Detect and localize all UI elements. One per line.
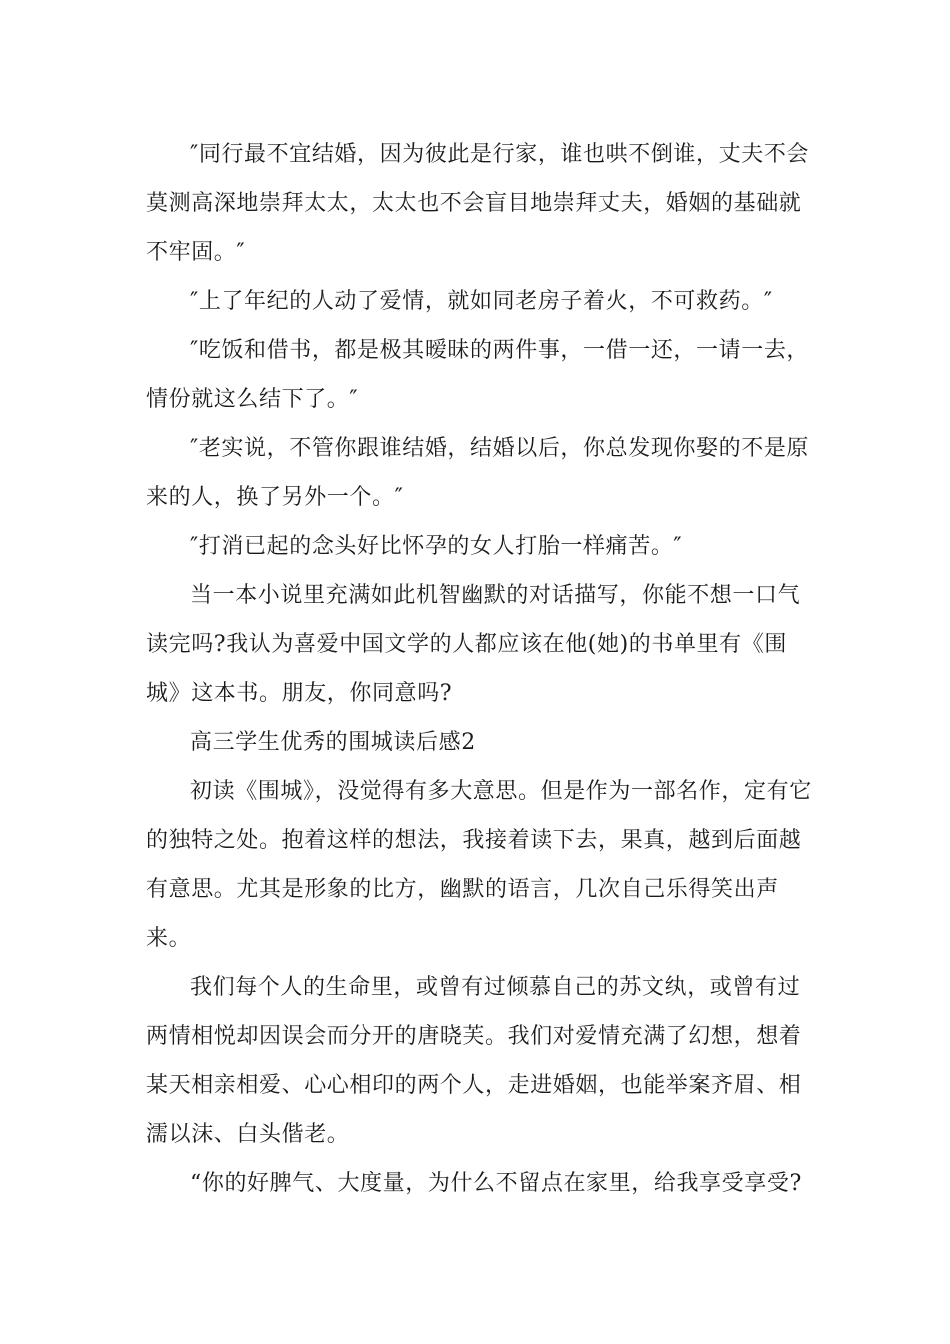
- body-paragraph: 我们每个人的生命里，或曾有过倾慕自己的苏文纨，或曾有过两情相悦却因误会而分开的唐晓芙。我们对爱情充满了幻想，想着某天相亲相爱、心心相印的两个人，走进婚姻，也能举案齐眉、相濡以沫、白头偕老。: [146, 975, 802, 1147]
- quote-paragraph: ″同行最不宜结婚，因为彼此是行家，谁也哄不倒谁，丈夫不会莫测高深地崇拜太太，太太也不会盲目地崇拜丈夫，婚姻的基础就不牢固。″: [146, 142, 810, 265]
- quote-paragraph: ″打消已起的念头好比怀孕的女人打胎一样痛苦。″: [190, 534, 683, 559]
- section-heading: 高三学生优秀的围城读后感2: [190, 730, 476, 755]
- body-paragraph: “你的好脾气、大度量，为什么不留点在家里，给我享受享受?: [190, 1171, 802, 1196]
- body-paragraph: 当一本小说里充满如此机智幽默的对话描写，你能不想一口气读完吗?我认为喜爱中国文学的人都应该在他(她)的书单里有《围城》这本书。朋友，你同意吗?: [146, 583, 801, 706]
- quote-paragraph: ″老实说，不管你跟谁结婚，结婚以后，你总发现你娶的不是原来的人，换了另外一个。″: [146, 436, 810, 510]
- body-paragraph: 初读《围城》，没觉得有多大意思。但是作为一部名作，定有它的独特之处。抱着这样的想法，我接着读下去，果真，越到后面越有意思。尤其是形象的比方，幽默的语言，几次自己乐得笑出声来。: [146, 779, 812, 951]
- quote-paragraph: ″吃饭和借书，都是极其暧昧的两件事，一借一还，一请一去，情份就这么结下了。″: [146, 338, 810, 412]
- document-body: [146, 130, 816, 1208]
- quote-paragraph: ″上了年纪的人动了爱情，就如同老房子着火，不可救药。″: [190, 289, 773, 314]
